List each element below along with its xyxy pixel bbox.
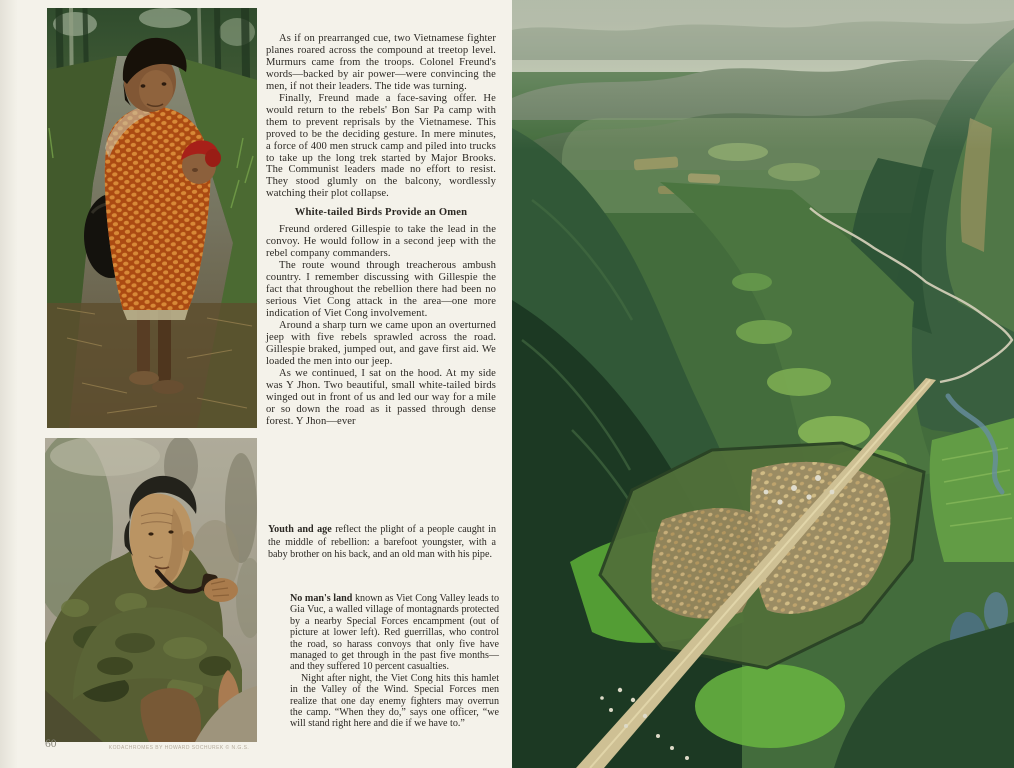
- photo-credit: KODACHROMES BY HOWARD SOCHUREK © N.G.S.: [108, 745, 250, 751]
- article-text-column: [266, 33, 496, 428]
- paragraph: Freund ordered Gillespie to take the lead in the convoy. He would follow in a second jeep with the rebel company commanders.: [266, 224, 496, 260]
- scan-edge-shadow: [0, 0, 18, 768]
- caption-text: reflect the plight of a people caught in the middle of rebellion: a barefoot youngster, with a baby brother on his back, and an old man with his pipe.: [268, 524, 496, 561]
- page-number: 60: [45, 738, 57, 750]
- caption-youth-and-age: [268, 524, 496, 562]
- caption-no-mans-land: [290, 593, 499, 730]
- paragraph: Around a sharp turn we came upon an overturned jeep with five rebels sprawled across the road. Gillespie braked, jumped out, and gave first aid. We loaded the men into our jeep.: [266, 319, 496, 367]
- paragraph: As we continued, I sat on the hood. At my side was Y Jhon. Two beautiful, small white-tailed birds winged out in front of us and led our way for a mile or so down the road as it passed through dense forest. Y Jhon—ever: [266, 367, 496, 427]
- photo-old-man-with-pipe: [45, 438, 257, 742]
- paragraph: As if on prearranged cue, two Vietnamese fighter planes roared across the compound at treetop level. Murmurs came from the troops. Colonel Freund's words—backed by air power—were convincing the men, if not their leaders. The tide was turning.: [266, 33, 496, 92]
- boy-with-baby-illustration: [47, 8, 257, 428]
- paragraph: The route wound through treacherous ambush country. I remember discussing with Gillespie the fact that throughout the rebellion there had been no serious Viet Cong attack in the area—one more indication of Viet Cong involvement.: [266, 260, 496, 319]
- caption-text: known as Viet Cong Valley leads to Gia Vuc, a walled village of montagnards protected by a nearby Special Forces encampment (out of picture at lower left). Red guerrillas, who control the road, so harass convoys that only five have managed to get through in the past five months—and they suffered 10 percent casualties.: [290, 593, 499, 673]
- paragraph: Finally, Freund made a face-saving offer. He would return to the rebels' Bon Sar Pa camp with them to prevent reprisals by the Vietnamese. This proved to be the deciding gesture. In mere minutes, a force of 400 men struck camp and piled into trucks to take up the long trek started by Major Brooks. The Communist leaders made no effort to resist. They stood glumly on the balcony, wordlessly watching their plot collapse.: [266, 92, 496, 200]
- caption-lead-in: No man's land: [290, 593, 353, 604]
- section-subhead: White-tailed Birds Provide an Omen: [294, 207, 468, 219]
- photo-aerial-valley: [512, 0, 1014, 768]
- old-man-illustration: [45, 438, 257, 742]
- caption-lead-in: Youth and age: [268, 524, 332, 535]
- photo-boy-with-baby: [47, 8, 257, 428]
- aerial-valley-illustration: [512, 0, 1014, 768]
- caption-text: Night after night, the Viet Cong hits this hamlet in the Valley of the Wind. Special Forces men realize that one day enemy fighters may overrun the camp. “When they do,” says one officer, “we will stand right here and die if we have to.”: [290, 672, 499, 730]
